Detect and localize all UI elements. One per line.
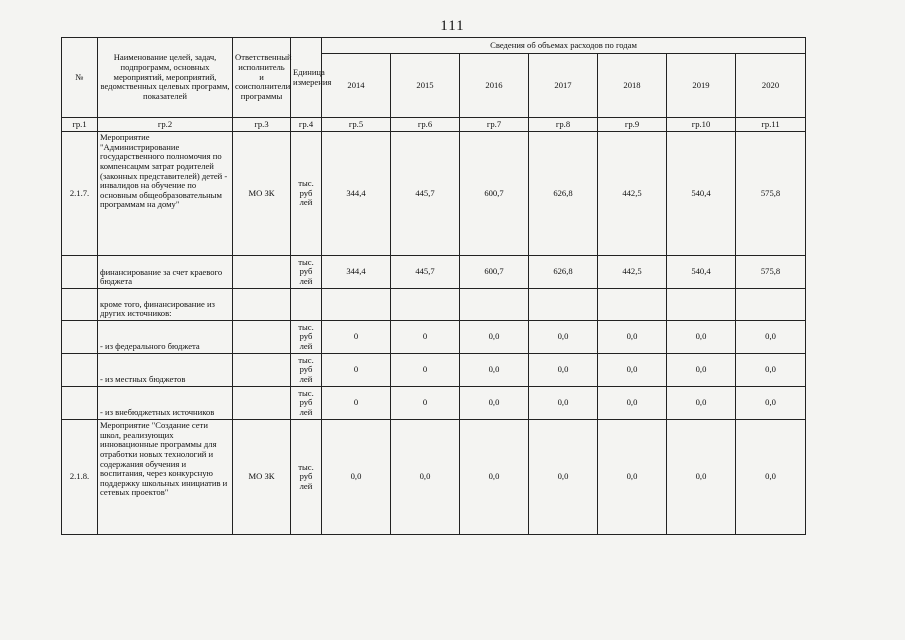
- row-value: [322, 289, 391, 321]
- column-label: гр.2: [98, 118, 233, 132]
- row-responsible: [233, 321, 291, 354]
- row-number: [62, 321, 98, 354]
- row-value: 0,0: [529, 354, 598, 387]
- row-responsible: [233, 387, 291, 420]
- row-name: - из федерального бюджета: [98, 321, 233, 354]
- table-row: [62, 132, 806, 256]
- row-value: 344,4: [322, 256, 391, 289]
- page-number: 111: [440, 18, 465, 34]
- row-name: - из внебюджетных источников: [98, 387, 233, 420]
- column-label: гр.3: [233, 118, 291, 132]
- row-responsible: [233, 289, 291, 321]
- row-value: 442,5: [598, 256, 667, 289]
- row-value: 0,0: [460, 354, 529, 387]
- column-label: гр.11: [736, 118, 806, 132]
- table-row: [62, 289, 806, 321]
- column-label: гр.8: [529, 118, 598, 132]
- column-label: гр.5: [322, 118, 391, 132]
- row-value: 0,0: [460, 321, 529, 354]
- row-value: 0,0: [598, 354, 667, 387]
- row-value: 0,0: [460, 387, 529, 420]
- row-value: 0: [322, 387, 391, 420]
- row-name: кроме того, финансирование из других источников:: [98, 289, 233, 321]
- row-number: [62, 256, 98, 289]
- row-unit: тыс. руб лей: [291, 420, 322, 535]
- table-row: [62, 354, 806, 387]
- row-value: 575,8: [736, 132, 806, 256]
- row-value: 0,0: [667, 387, 736, 420]
- row-value: 0,0: [391, 420, 460, 535]
- row-value: 600,7: [460, 256, 529, 289]
- header-expenses-title: Сведения об объемах расходов по годам: [322, 38, 806, 54]
- row-value: 540,4: [667, 132, 736, 256]
- row-value: 0,0: [667, 354, 736, 387]
- row-value: 626,8: [529, 132, 598, 256]
- row-value: 445,7: [391, 132, 460, 256]
- row-value: 0,0: [529, 321, 598, 354]
- table-row: [62, 420, 806, 535]
- row-value: 0,0: [598, 321, 667, 354]
- row-name: финансирование за счет краевого бюджета: [98, 256, 233, 289]
- header-year: 2015: [391, 54, 460, 118]
- row-unit: тыс. руб лей: [291, 132, 322, 256]
- row-responsible: МО ЗК: [233, 420, 291, 535]
- header-year: 2017: [529, 54, 598, 118]
- row-value: 0,0: [598, 387, 667, 420]
- row-value: [736, 289, 806, 321]
- header-responsible: Ответственный исполнитель и соисполнители программы: [233, 38, 291, 118]
- row-value: 0,0: [736, 321, 806, 354]
- row-value: 344,4: [322, 132, 391, 256]
- table-row: [62, 256, 806, 289]
- row-value: 0: [391, 387, 460, 420]
- row-value: 445,7: [391, 256, 460, 289]
- row-value: [391, 289, 460, 321]
- header-year: 2019: [667, 54, 736, 118]
- column-label: гр.1: [62, 118, 98, 132]
- row-value: 0,0: [529, 420, 598, 535]
- row-value: 0,0: [736, 420, 806, 535]
- row-value: 0,0: [667, 420, 736, 535]
- row-unit: тыс. руб лей: [291, 354, 322, 387]
- row-value: 540,4: [667, 256, 736, 289]
- column-label: гр.7: [460, 118, 529, 132]
- header-unit: Единица измерения: [291, 38, 322, 118]
- row-value: 0,0: [460, 420, 529, 535]
- row-number: 2.1.8.: [62, 420, 98, 535]
- column-label: гр.10: [667, 118, 736, 132]
- table-row: [62, 387, 806, 420]
- header-number: №: [62, 38, 98, 118]
- row-responsible: [233, 256, 291, 289]
- row-value: 600,7: [460, 132, 529, 256]
- row-value: 0,0: [736, 387, 806, 420]
- row-value: [667, 289, 736, 321]
- table-row: [62, 321, 806, 354]
- row-number: 2.1.7.: [62, 132, 98, 256]
- row-value: [460, 289, 529, 321]
- row-number: [62, 354, 98, 387]
- row-responsible: МО ЗК: [233, 132, 291, 256]
- row-value: 0,0: [529, 387, 598, 420]
- row-value: 626,8: [529, 256, 598, 289]
- row-unit: тыс. руб лей: [291, 256, 322, 289]
- row-value: [529, 289, 598, 321]
- header-year: 2014: [322, 54, 391, 118]
- expenses-table: [61, 37, 806, 535]
- row-value: [598, 289, 667, 321]
- row-name: Мероприятие "Создание сети школ, реализующих инновационные программы для отработки новых технологий и содержания обучения и воспитания, через конкурсную поддержку школьных инициатив и сетевых проектов": [98, 420, 233, 535]
- row-value: 0: [322, 354, 391, 387]
- column-label: гр.4: [291, 118, 322, 132]
- row-value: 0: [391, 354, 460, 387]
- row-value: 0: [391, 321, 460, 354]
- column-labels-row: [62, 118, 806, 132]
- column-label: гр.6: [391, 118, 460, 132]
- row-value: 0: [322, 321, 391, 354]
- column-label: гр.9: [598, 118, 667, 132]
- row-value: 0,0: [598, 420, 667, 535]
- row-unit: тыс. руб лей: [291, 321, 322, 354]
- header-name: Наименование целей, задач, подпрограмм, основных мероприятий, мероприятий, ведомственных целевых программ, показателей: [98, 38, 233, 118]
- row-value: 0,0: [667, 321, 736, 354]
- row-responsible: [233, 354, 291, 387]
- row-name: Мероприятие "Администрирование государственного полномочия по компенсацмм затрат родителей (законных представителей) детей - инвалидов на обучение по основным общеобразовательным программам на дому": [98, 132, 233, 256]
- header-year: 2018: [598, 54, 667, 118]
- row-value: 0,0: [736, 354, 806, 387]
- header-year: 2020: [736, 54, 806, 118]
- row-unit: [291, 289, 322, 321]
- row-number: [62, 387, 98, 420]
- row-number: [62, 289, 98, 321]
- header-year: 2016: [460, 54, 529, 118]
- row-unit: тыс. руб лей: [291, 387, 322, 420]
- row-name: - из местных бюджетов: [98, 354, 233, 387]
- row-value: 575,8: [736, 256, 806, 289]
- row-value: 0,0: [322, 420, 391, 535]
- row-value: 442,5: [598, 132, 667, 256]
